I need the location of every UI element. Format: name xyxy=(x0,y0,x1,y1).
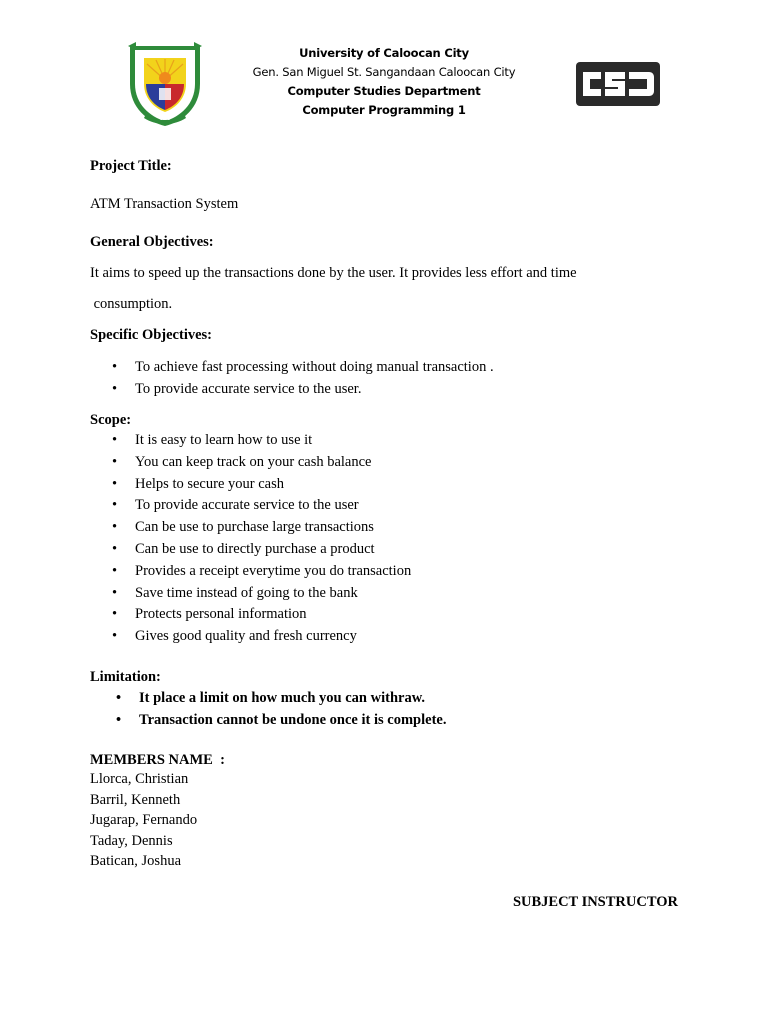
specific-objectives-list xyxy=(90,358,494,402)
bullet-icon: • xyxy=(116,711,122,728)
members-list xyxy=(90,769,197,872)
member-name: Jugarap, Fernando xyxy=(90,812,198,829)
bullet-icon: • xyxy=(112,475,118,492)
scope-list xyxy=(90,431,411,649)
general-objectives-line-2: consumption. xyxy=(90,296,173,312)
list-item: • To achieve fast processing without doing manual transaction . xyxy=(112,359,494,375)
list-item: • Helps to secure your cash xyxy=(112,475,284,492)
project-title-label: Project Title: xyxy=(90,158,172,174)
list-item: • Provides a receipt everytime you do transaction xyxy=(112,562,412,579)
bullet-icon: • xyxy=(112,359,118,375)
bullet-icon: • xyxy=(112,562,118,579)
list-item: • To provide accurate service to the user xyxy=(112,497,359,514)
members-label: MEMBERS NAME : xyxy=(90,752,225,768)
specific-objectives-label: Specific Objectives: xyxy=(90,327,213,343)
bullet-icon: • xyxy=(112,432,118,448)
bullet-icon: • xyxy=(112,628,118,645)
list-item: • Transaction cannot be undone once it is complete. xyxy=(116,711,447,728)
scope-label: Scope: xyxy=(90,412,132,428)
list-item: • Gives good quality and fresh currency xyxy=(112,628,357,645)
list-item: • Can be use to purchase large transactions xyxy=(112,519,374,536)
list-item: • You can keep track on your cash balance xyxy=(112,453,372,470)
list-item: • Save time instead of going to the bank xyxy=(112,584,358,601)
member-name: Barril, Kenneth xyxy=(90,791,181,808)
bullet-icon: • xyxy=(112,584,118,601)
member-name: Taday, Dennis xyxy=(90,832,173,849)
list-item: • It is easy to learn how to use it xyxy=(112,432,313,448)
university-address: Gen. San Miguel St. Sangandaan Caloocan City xyxy=(252,65,516,79)
member-name: Batican, Joshua xyxy=(90,853,182,870)
bullet-icon: • xyxy=(112,497,118,514)
bullet-icon: • xyxy=(112,380,118,397)
university-seal-icon xyxy=(122,40,208,130)
limitation-list xyxy=(94,689,446,733)
list-item: • Can be use to directly purchase a product xyxy=(112,540,375,557)
bullet-icon: • xyxy=(112,519,118,536)
subject-instructor-label: SUBJECT INSTRUCTOR xyxy=(512,894,678,910)
bullet-icon: • xyxy=(112,606,118,623)
project-title-value: ATM Transaction System xyxy=(90,196,239,212)
course-name: Computer Programming 1 xyxy=(302,103,466,117)
bullet-icon: • xyxy=(116,690,122,706)
svg-text:1971: 1971 xyxy=(159,116,171,121)
general-objectives-line-1: It aims to speed up the transactions done by the user. It provides less effort and time xyxy=(90,265,577,281)
department-name: Computer Studies Department xyxy=(287,84,481,98)
bullet-icon: • xyxy=(112,540,118,557)
list-item: • To provide accurate service to the user. xyxy=(112,380,362,397)
csd-logo-icon xyxy=(575,60,661,108)
university-name: University of Caloocan City xyxy=(299,46,469,60)
list-item: • Protects personal information xyxy=(112,606,307,623)
limitation-label: Limitation: xyxy=(90,669,161,685)
general-objectives-label: General Objectives: xyxy=(90,234,214,250)
document-header xyxy=(200,44,568,120)
member-name: Llorca, Christian xyxy=(90,771,189,787)
list-item: • It place a limit on how much you can withraw. xyxy=(116,690,425,706)
bullet-icon: • xyxy=(112,453,118,470)
